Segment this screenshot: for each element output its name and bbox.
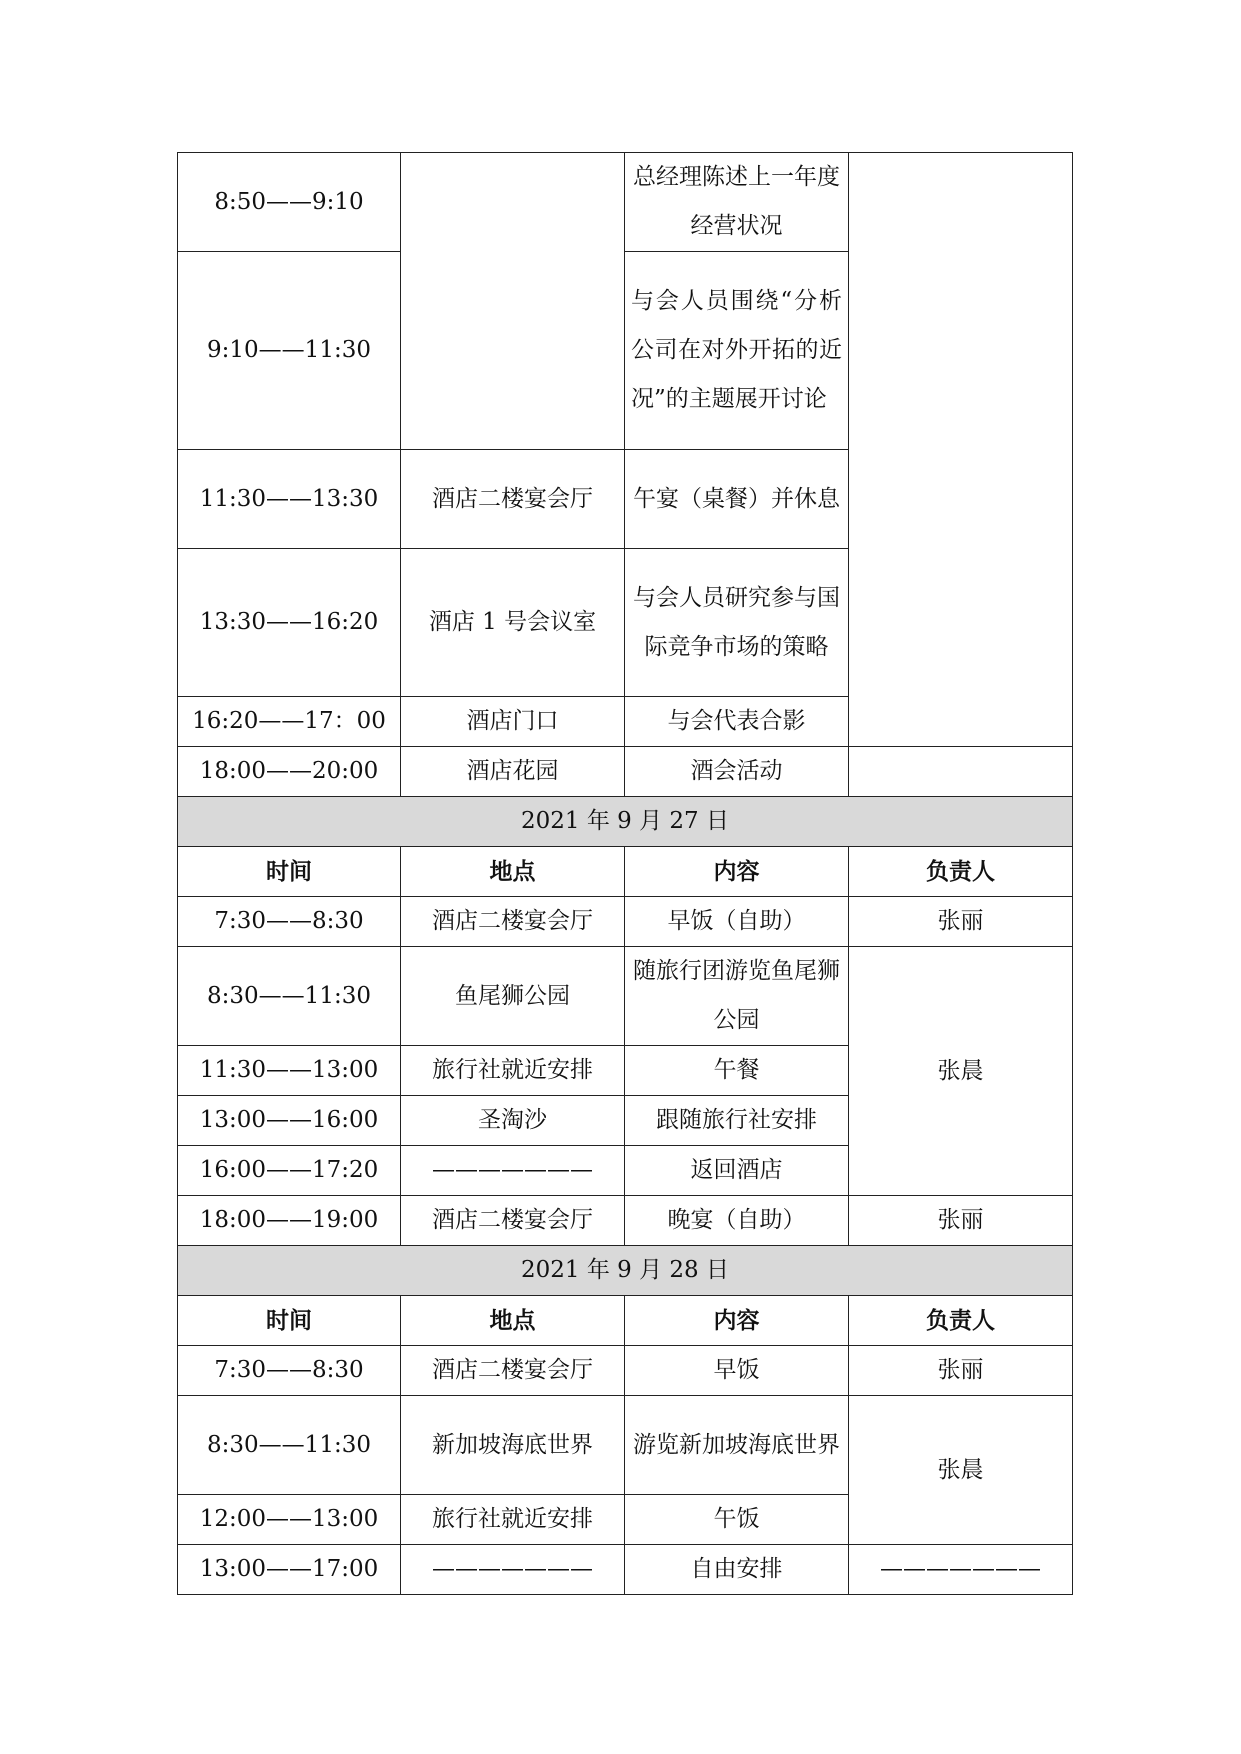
place-cell: 酒店花园 bbox=[401, 747, 625, 797]
time-cell: 11:30——13:30 bbox=[178, 450, 401, 549]
time-cell: 13:00——17:00 bbox=[178, 1545, 401, 1595]
place-cell: 旅行社就近安排 bbox=[401, 1046, 625, 1096]
header-place: 地点 bbox=[401, 847, 625, 897]
header-content: 内容 bbox=[625, 1296, 849, 1346]
time-cell: 8:30——11:30 bbox=[178, 947, 401, 1046]
content-cell: 与会人员围绕“分析公司在对外开拓的近况”的主题展开讨论 bbox=[625, 252, 849, 450]
table-row bbox=[178, 1196, 1073, 1246]
place-cell: 酒店门口 bbox=[401, 697, 625, 747]
time-cell: 16:00——17:20 bbox=[178, 1146, 401, 1196]
content-cell: 晚宴（自助） bbox=[625, 1196, 849, 1246]
place-cell: ——————— bbox=[401, 1146, 625, 1196]
person-cell: 张晨 bbox=[849, 947, 1073, 1196]
content-cell: 与会代表合影 bbox=[625, 697, 849, 747]
content-cell: 早饭（自助） bbox=[625, 897, 849, 947]
date-cell: 2021 年 9 月 27 日 bbox=[178, 797, 1073, 847]
content-cell: 总经理陈述上一年度经营状况 bbox=[625, 153, 849, 252]
content-cell: 返回酒店 bbox=[625, 1146, 849, 1196]
time-cell: 13:00——16:00 bbox=[178, 1096, 401, 1146]
content-cell: 午宴（桌餐）并休息 bbox=[625, 450, 849, 549]
person-cell: 张晨 bbox=[849, 1396, 1073, 1545]
place-cell bbox=[401, 153, 625, 450]
content-cell: 自由安排 bbox=[625, 1545, 849, 1595]
date-row bbox=[178, 1246, 1073, 1296]
place-cell: 酒店二楼宴会厅 bbox=[401, 1346, 625, 1396]
place-cell: 酒店二楼宴会厅 bbox=[401, 1196, 625, 1246]
time-cell: 16:20——17：00 bbox=[178, 697, 401, 747]
time-cell: 8:30——11:30 bbox=[178, 1396, 401, 1495]
table-row bbox=[178, 1545, 1073, 1595]
content-cell: 随旅行团游览鱼尾狮公园 bbox=[625, 947, 849, 1046]
person-cell bbox=[849, 153, 1073, 747]
table-row bbox=[178, 947, 1073, 1046]
place-cell: 鱼尾狮公园 bbox=[401, 947, 625, 1046]
content-cell: 午餐 bbox=[625, 1046, 849, 1096]
person-cell: 张丽 bbox=[849, 1346, 1073, 1396]
place-cell: 酒店二楼宴会厅 bbox=[401, 897, 625, 947]
header-person: 负责人 bbox=[849, 847, 1073, 897]
place-cell: 酒店二楼宴会厅 bbox=[401, 450, 625, 549]
person-cell: 张丽 bbox=[849, 897, 1073, 947]
content-cell: 早饭 bbox=[625, 1346, 849, 1396]
time-cell: 8:50——9:10 bbox=[178, 153, 401, 252]
header-place: 地点 bbox=[401, 1296, 625, 1346]
time-cell: 18:00——20:00 bbox=[178, 747, 401, 797]
header-row bbox=[178, 847, 1073, 897]
table-row bbox=[178, 1346, 1073, 1396]
person-cell bbox=[849, 747, 1073, 797]
header-content: 内容 bbox=[625, 847, 849, 897]
table-row bbox=[178, 747, 1073, 797]
place-cell: 酒店 1 号会议室 bbox=[401, 549, 625, 697]
place-cell: 圣淘沙 bbox=[401, 1096, 625, 1146]
time-cell: 13:30——16:20 bbox=[178, 549, 401, 697]
time-cell: 7:30——8:30 bbox=[178, 1346, 401, 1396]
place-cell: ——————— bbox=[401, 1545, 625, 1595]
date-row bbox=[178, 797, 1073, 847]
table-row bbox=[178, 897, 1073, 947]
header-person: 负责人 bbox=[849, 1296, 1073, 1346]
content-cell: 跟随旅行社安排 bbox=[625, 1096, 849, 1146]
person-cell: 张丽 bbox=[849, 1196, 1073, 1246]
header-time: 时间 bbox=[178, 847, 401, 897]
table-row bbox=[178, 153, 1073, 252]
table-row bbox=[178, 1396, 1073, 1495]
time-cell: 7:30——8:30 bbox=[178, 897, 401, 947]
time-cell: 12:00——13:00 bbox=[178, 1495, 401, 1545]
header-time: 时间 bbox=[178, 1296, 401, 1346]
header-row bbox=[178, 1296, 1073, 1346]
time-cell: 9:10——11:30 bbox=[178, 252, 401, 450]
schedule-table bbox=[177, 152, 1073, 1595]
place-cell: 新加坡海底世界 bbox=[401, 1396, 625, 1495]
content-cell: 酒会活动 bbox=[625, 747, 849, 797]
person-cell: ——————— bbox=[849, 1545, 1073, 1595]
time-cell: 18:00——19:00 bbox=[178, 1196, 401, 1246]
time-cell: 11:30——13:00 bbox=[178, 1046, 401, 1096]
content-cell: 游览新加坡海底世界 bbox=[625, 1396, 849, 1495]
date-cell: 2021 年 9 月 28 日 bbox=[178, 1246, 1073, 1296]
content-cell: 与会人员研究参与国际竞争市场的策略 bbox=[625, 549, 849, 697]
content-cell: 午饭 bbox=[625, 1495, 849, 1545]
place-cell: 旅行社就近安排 bbox=[401, 1495, 625, 1545]
